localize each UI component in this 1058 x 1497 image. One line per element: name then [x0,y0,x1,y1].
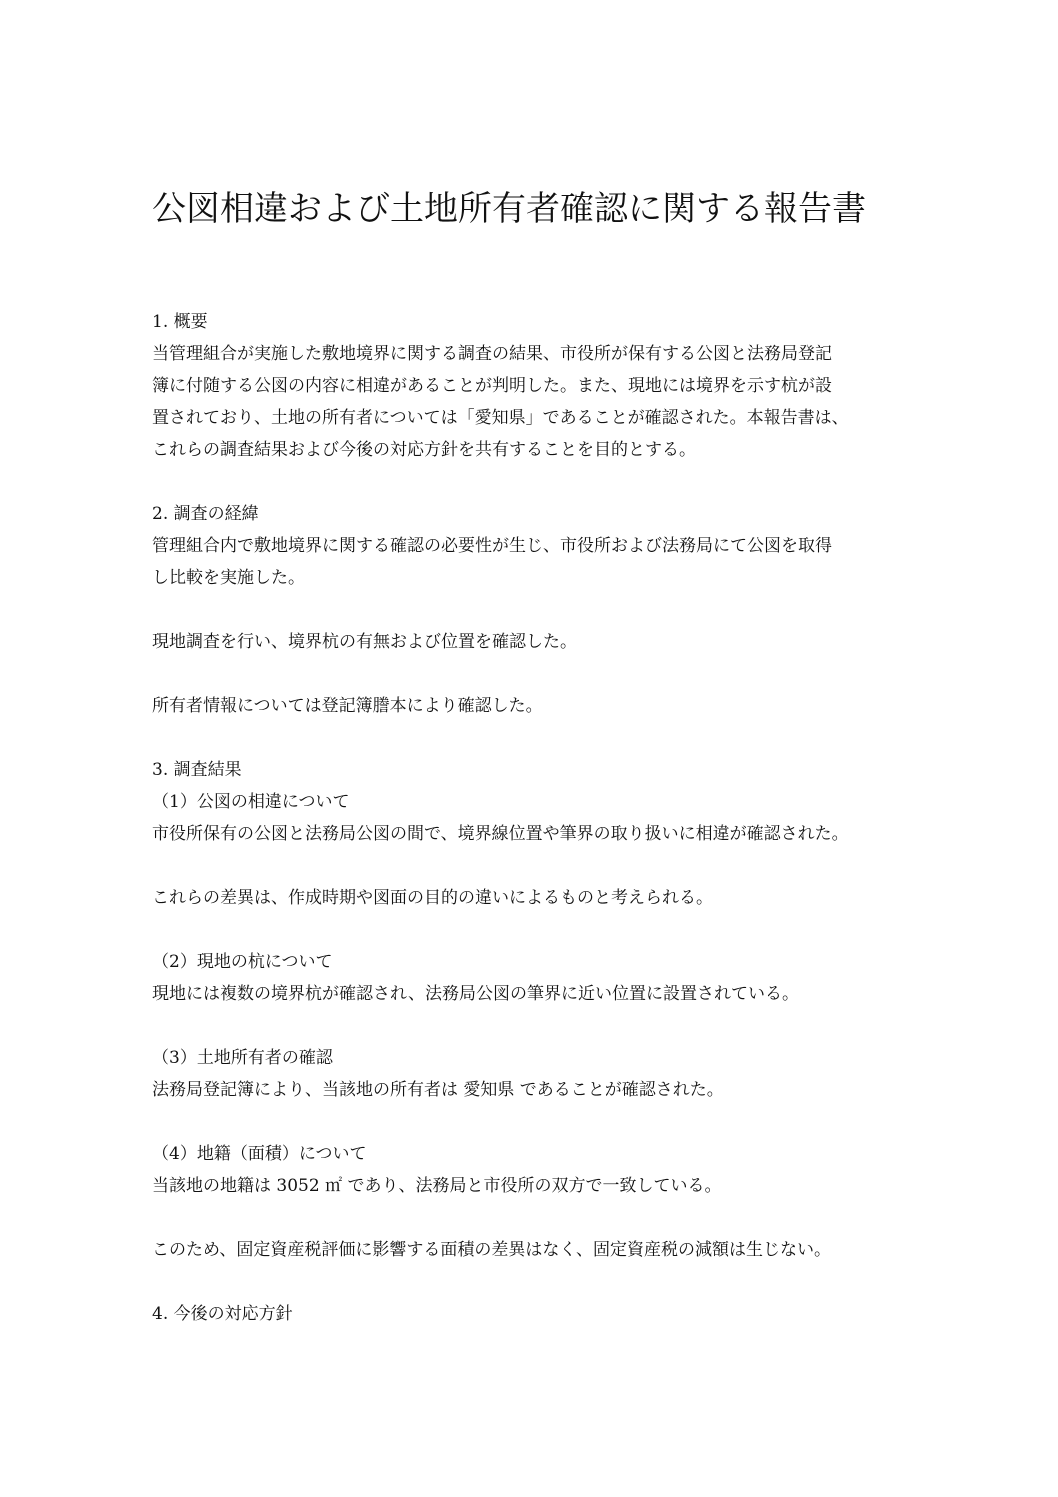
paragraph-line: 管理組合内で敷地境界に関する確認の必要性が生じ、市役所および法務局にて公図を取得 [152,536,832,556]
section-heading-results: 3. 調査結果 [152,760,242,780]
paragraph-line: 当該地の地籍は 3052 ㎡ であり、法務局と市役所の双方で一致している。 [152,1176,722,1196]
subsection-heading: （3）土地所有者の確認 [152,1048,333,1068]
paragraph-line: 当管理組合が実施した敷地境界に関する調査の結果、市役所が保有する公図と法務局登記 [152,344,832,364]
paragraph-line: 現地には複数の境界杭が確認され、法務局公図の筆界に近い位置に設置されている。 [152,984,800,1004]
section-heading-next-steps: 4. 今後の対応方針 [152,1304,293,1324]
section-heading-overview: 1. 概要 [152,312,208,332]
paragraph-line: これらの差異は、作成時期や図面の目的の違いによるものと考えられる。 [152,888,713,908]
document-title: 公図相違および土地所有者確認に関する報告書 [152,189,866,229]
subsection-heading: （4）地籍（面積）について [152,1144,367,1164]
paragraph-line: 所有者情報については登記簿謄本により確認した。 [152,696,543,716]
paragraph-line: 置されており、土地の所有者については「愛知県」であることが確認された。本報告書は、 [152,408,849,428]
paragraph-line: 現地調査を行い、境界杭の有無および位置を確認した。 [152,632,577,652]
paragraph-line: これらの調査結果および今後の対応方針を共有することを目的とする。 [152,440,696,460]
paragraph-line: 市役所保有の公図と法務局公図の間で、境界線位置や筆界の取り扱いに相違が確認された。 [152,824,849,844]
paragraph-line: 簿に付随する公図の内容に相違があることが判明した。また、現地には境界を示す杭が設 [152,376,832,396]
paragraph-line: このため、固定資産税評価に影響する面積の差異はなく、固定資産税の減額は生じない。 [152,1240,831,1260]
section-heading-background: 2. 調査の経緯 [152,504,259,524]
subsection-heading: （2）現地の杭について [152,952,333,972]
subsection-heading: （1）公図の相違について [152,792,350,812]
paragraph-line: し比較を実施した。 [152,568,305,588]
paragraph-line: 法務局登記簿により、当該地の所有者は 愛知県 であることが確認された。 [152,1080,724,1100]
